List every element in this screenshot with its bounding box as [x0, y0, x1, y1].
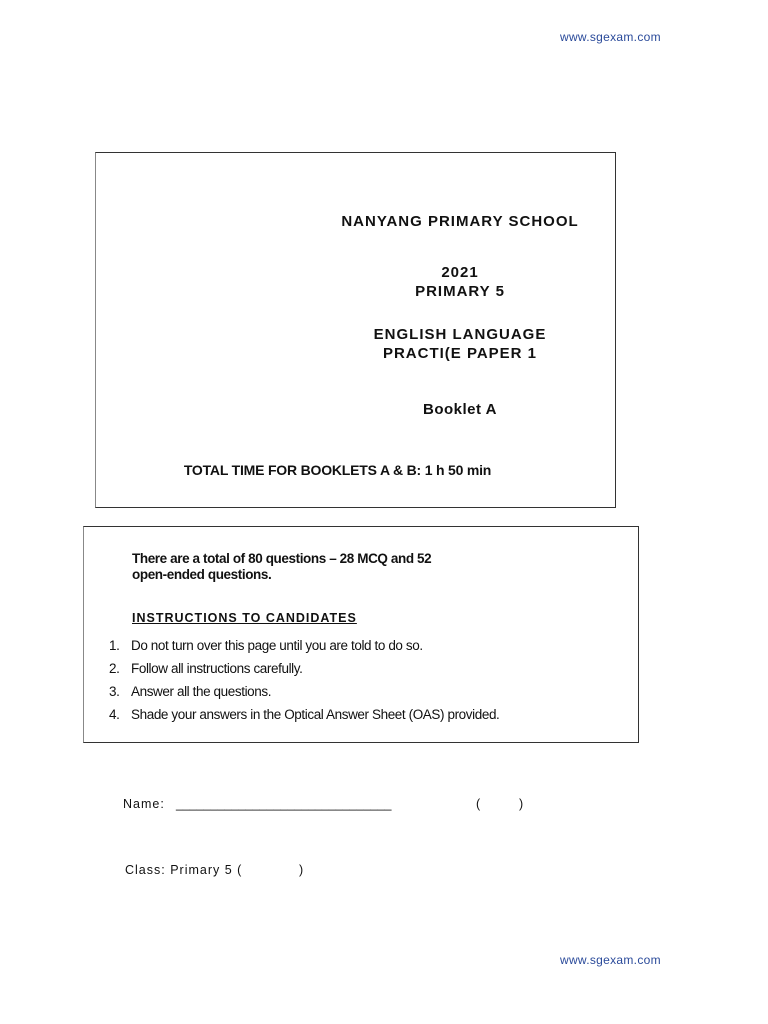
watermark-top: www.sgexam.com	[560, 30, 661, 44]
booklet: Booklet A	[423, 401, 497, 418]
item-text: Answer all the questions.	[131, 684, 272, 699]
instruction-item	[109, 684, 271, 699]
year: 2021	[441, 264, 479, 281]
total-time: TOTAL TIME FOR BOOKLETS A & B: 1 h 50 min	[183, 462, 492, 478]
item-number: 1.	[109, 638, 120, 653]
class-label: Class: Primary 5 (	[125, 863, 243, 877]
instruction-item	[109, 661, 302, 676]
school-name: NANYANG PRIMARY SCHOOL	[341, 213, 579, 230]
paper-title: PRACTI(E PAPER 1	[382, 345, 538, 362]
watermark-bottom: www.sgexam.com	[560, 953, 661, 967]
class-close: )	[299, 863, 305, 877]
level: PRIMARY 5	[415, 283, 505, 300]
instruction-item	[109, 638, 423, 653]
instruction-item	[109, 707, 499, 722]
item-number: 4.	[109, 707, 120, 722]
item-text: Do not turn over this page until you are told to do so.	[131, 638, 423, 653]
item-number: 2.	[109, 661, 120, 676]
subject: ENGLISH LANGUAGE	[373, 326, 547, 343]
intro-line-2: open-ended questions.	[132, 567, 272, 582]
name-field-line[interactable]: _______________________________	[176, 797, 392, 811]
instructions-heading: INSTRUCTIONS TO CANDIDATES	[132, 611, 357, 625]
name-label: Name:	[123, 797, 165, 811]
index-close: )	[519, 797, 525, 811]
item-number: 3.	[109, 684, 120, 699]
item-text: Follow all instructions carefully.	[131, 661, 303, 676]
intro-line-1: There are a total of 80 questions – 28 MCQ and 52	[132, 551, 432, 566]
cover-box	[95, 152, 616, 508]
index-open: (	[476, 797, 482, 811]
instructions-box	[83, 526, 639, 743]
item-text: Shade your answers in the Optical Answer Sheet (OAS) provided.	[131, 707, 500, 722]
